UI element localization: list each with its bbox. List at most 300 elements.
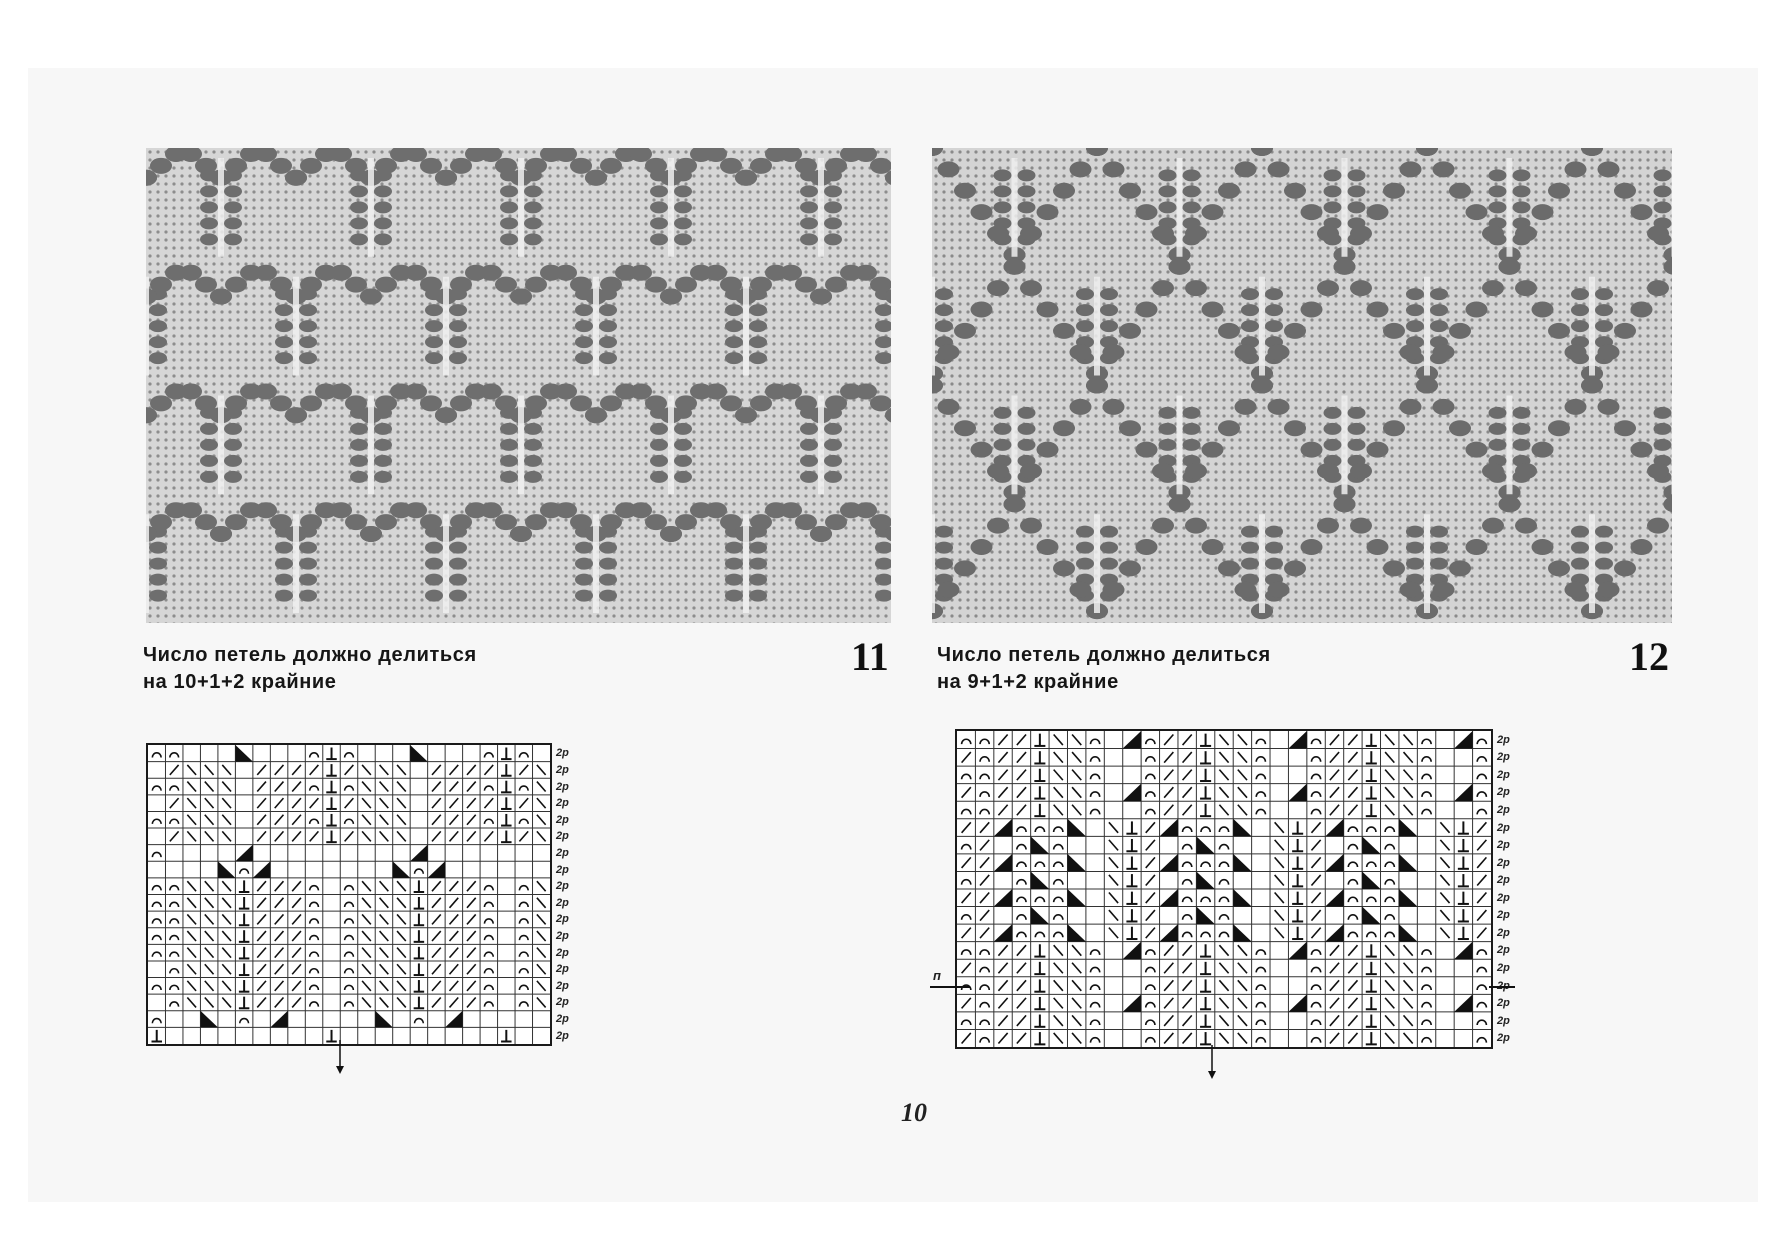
yarn-over-symbol xyxy=(980,739,989,744)
k2tog-symbol xyxy=(962,752,971,763)
lace-hole xyxy=(1367,539,1389,555)
lace-hole xyxy=(720,158,742,174)
lace-hole xyxy=(1489,439,1507,451)
k2tog-symbol xyxy=(345,765,354,775)
lace-hole xyxy=(405,265,427,281)
yarn-over-symbol xyxy=(1146,739,1155,744)
lace-hole xyxy=(1020,280,1042,296)
lace-hole xyxy=(1037,204,1059,220)
knitting-chart-11 xyxy=(146,743,552,1046)
ssk-symbol xyxy=(1440,822,1449,833)
lace-hole xyxy=(210,288,232,304)
lace-hole xyxy=(420,277,442,293)
lace-hole xyxy=(1159,423,1177,435)
yarn-over-symbol xyxy=(980,1038,989,1043)
k2tog-symbol xyxy=(1348,805,1357,816)
lace-hole xyxy=(225,277,247,293)
yarn-over-symbol xyxy=(1348,827,1357,832)
yarn-over-symbol xyxy=(170,886,179,891)
lace-hole xyxy=(1430,304,1448,316)
k2tog-symbol xyxy=(292,831,301,841)
lace-hole xyxy=(824,217,842,229)
lace-hole xyxy=(938,399,960,415)
lace-hole xyxy=(1489,185,1507,197)
yarn-over-symbol xyxy=(1219,827,1228,832)
ssk-symbol xyxy=(537,948,546,958)
lace-hole xyxy=(1334,496,1356,512)
k2tog-symbol xyxy=(432,898,441,908)
lace-hole xyxy=(270,277,292,293)
no-stitch-triangle xyxy=(1031,871,1049,889)
k2tog-symbol xyxy=(998,980,1007,991)
k2tog-symbol xyxy=(998,770,1007,781)
yarn-over-symbol xyxy=(345,886,354,891)
yarn-over-symbol xyxy=(1311,809,1320,814)
k2tog-symbol xyxy=(1348,752,1357,763)
k2tog-symbol xyxy=(998,1033,1007,1044)
k2tog-symbol xyxy=(1183,998,1192,1009)
lace-hole xyxy=(1100,288,1118,300)
lace-hole xyxy=(449,304,467,316)
lace-hole xyxy=(1406,304,1424,316)
lace-hole xyxy=(1581,378,1603,394)
ssk-symbol xyxy=(380,931,389,941)
lace-hole xyxy=(1614,183,1636,199)
lace-hole xyxy=(495,277,517,293)
lace-hole xyxy=(1241,558,1259,570)
yarn-over-symbol xyxy=(1256,1020,1265,1025)
ssk-symbol xyxy=(362,931,371,941)
lace-hole xyxy=(1406,320,1424,332)
yarn-over-symbol xyxy=(519,902,528,907)
k2tog-symbol xyxy=(450,931,459,941)
yarn-over-symbol xyxy=(1054,880,1063,885)
ssk-symbol xyxy=(222,782,231,792)
yarn-over-symbol xyxy=(1091,809,1100,814)
lace-hole xyxy=(1489,407,1507,419)
k2tog-symbol xyxy=(1311,875,1320,886)
lace-hole xyxy=(425,304,443,316)
k2tog-symbol xyxy=(467,997,476,1007)
lace-hole xyxy=(1076,542,1094,554)
lace-hole xyxy=(1185,226,1207,242)
lace-hole xyxy=(435,170,457,186)
lace-hole xyxy=(1159,407,1177,419)
lace-hole xyxy=(870,395,891,411)
lace-hole xyxy=(935,320,953,332)
lace-hole xyxy=(750,277,772,293)
ssk-symbol xyxy=(397,815,406,825)
lace-hole xyxy=(1268,161,1290,177)
ssk-symbol xyxy=(1109,840,1118,851)
lace-hole xyxy=(149,336,167,348)
k2tog-symbol xyxy=(467,964,476,974)
lace-hole xyxy=(650,185,668,197)
lace-hole xyxy=(705,265,727,281)
yarn-over-symbol xyxy=(1054,897,1063,902)
lace-hole xyxy=(725,558,743,570)
row-label: 2р xyxy=(556,963,569,976)
ssk-symbol xyxy=(362,831,371,841)
lace-hole xyxy=(1383,560,1405,576)
lace-hole xyxy=(725,542,743,554)
lace-hole xyxy=(674,217,692,229)
lace-hole xyxy=(1647,518,1669,534)
ssk-symbol xyxy=(1385,805,1394,816)
yarn-over-symbol xyxy=(1348,932,1357,937)
lace-hole xyxy=(149,590,167,602)
lace-hole xyxy=(1100,526,1118,538)
yarn-over-symbol xyxy=(310,786,319,791)
lace-hole xyxy=(749,542,767,554)
lace-hole xyxy=(224,455,242,467)
ssk-symbol xyxy=(187,831,196,841)
yarn-over-symbol xyxy=(962,915,971,920)
k2tog-symbol xyxy=(257,931,266,941)
lace-hole xyxy=(1324,423,1342,435)
yarn-over-symbol xyxy=(1201,827,1210,832)
lace-hole xyxy=(971,204,993,220)
k2tog-symbol xyxy=(292,881,301,891)
lace-hole xyxy=(1152,463,1174,479)
lace-hole xyxy=(1631,539,1653,555)
ssk-symbol xyxy=(1219,735,1228,746)
lace-hole xyxy=(599,558,617,570)
no-stitch-triangle xyxy=(235,845,252,862)
lace-hole xyxy=(275,336,293,348)
row-label: 2р xyxy=(1497,997,1510,1010)
lace-hole xyxy=(500,217,518,229)
lace-hole xyxy=(810,526,832,542)
ssk-symbol xyxy=(1054,770,1063,781)
lace-hole xyxy=(374,455,392,467)
lace-hole xyxy=(674,185,692,197)
k2tog-symbol xyxy=(450,964,459,974)
ssk-symbol xyxy=(380,765,389,775)
lace-hole xyxy=(300,277,322,293)
lace-hole xyxy=(938,344,960,360)
lace-hole xyxy=(575,558,593,570)
ssk-symbol xyxy=(1440,875,1449,886)
lace-hole xyxy=(1532,539,1554,555)
ssk-symbol xyxy=(380,914,389,924)
yarn-over-symbol xyxy=(1311,950,1320,955)
ssk-symbol xyxy=(1238,980,1247,991)
lace-hole xyxy=(1185,518,1207,534)
ssk-symbol xyxy=(222,765,231,775)
lace-hole xyxy=(1631,204,1653,220)
lace-hole xyxy=(500,201,518,213)
lace-hole xyxy=(350,201,368,213)
lace-hole xyxy=(1202,539,1224,555)
ssk-symbol xyxy=(1440,893,1449,904)
ssk-symbol xyxy=(187,898,196,908)
yarn-over-symbol xyxy=(1017,845,1026,850)
yarn-over-symbol xyxy=(980,985,989,990)
yarn-over-symbol xyxy=(980,1003,989,1008)
lace-hole xyxy=(1268,399,1290,415)
lace-hole xyxy=(1482,226,1504,242)
no-stitch-triangle xyxy=(1233,924,1251,942)
lace-hole xyxy=(299,336,317,348)
no-stitch-triangle xyxy=(1399,854,1417,872)
lace-hole xyxy=(1654,407,1672,419)
ssk-symbol xyxy=(1219,1033,1228,1044)
ssk-symbol xyxy=(380,831,389,841)
ssk-symbol xyxy=(1109,893,1118,904)
k2tog-symbol xyxy=(432,997,441,1007)
yarn-over-symbol xyxy=(1385,845,1394,850)
k2tog-symbol xyxy=(519,831,528,841)
ssk-symbol xyxy=(537,981,546,991)
k2tog-symbol xyxy=(980,928,989,939)
lace-hole xyxy=(855,502,877,518)
ssk-symbol xyxy=(222,798,231,808)
lace-hole xyxy=(450,514,472,530)
ssk-symbol xyxy=(1404,963,1413,974)
yarn-over-symbol xyxy=(240,1019,249,1024)
ssk-symbol xyxy=(205,997,214,1007)
ssk-symbol xyxy=(1275,893,1284,904)
lace-hole xyxy=(150,395,172,411)
yarn-over-symbol xyxy=(152,919,161,924)
yarn-over-symbol xyxy=(1422,950,1431,955)
lace-hole xyxy=(1317,226,1339,242)
lace-hole xyxy=(510,526,532,542)
lace-hole xyxy=(524,233,542,245)
k2tog-symbol xyxy=(1146,857,1155,868)
lace-hole xyxy=(224,471,242,483)
lace-hole xyxy=(200,423,218,435)
lace-hole xyxy=(1076,558,1094,570)
k2tog-symbol xyxy=(962,857,971,868)
row-label: 2р xyxy=(556,1029,569,1042)
lace-hole xyxy=(405,502,427,518)
lace-hole xyxy=(1018,407,1036,419)
lace-hole xyxy=(375,277,397,293)
lace-hole xyxy=(725,590,743,602)
lace-hole xyxy=(1515,280,1537,296)
k2tog-symbol xyxy=(1164,752,1173,763)
lace-hole xyxy=(300,158,322,174)
lace-hole xyxy=(299,558,317,570)
k2tog-symbol xyxy=(1311,893,1320,904)
k2tog-symbol xyxy=(1311,840,1320,851)
lace-hole xyxy=(1265,526,1283,538)
row-label: 2р xyxy=(556,1013,569,1026)
lace-hole xyxy=(1532,442,1554,458)
lace-hole xyxy=(425,542,443,554)
k2tog-symbol xyxy=(1183,752,1192,763)
yarn-over-symbol xyxy=(962,774,971,779)
yarn-over-symbol xyxy=(1054,845,1063,850)
k2tog-symbol xyxy=(980,857,989,868)
k2tog-symbol xyxy=(1164,945,1173,956)
lace-hole xyxy=(674,439,692,451)
lace-hole xyxy=(825,395,847,411)
k2tog-symbol xyxy=(1017,1015,1026,1026)
row-label: 2р xyxy=(1497,839,1510,852)
k2tog-symbol xyxy=(1311,857,1320,868)
k2tog-symbol xyxy=(432,782,441,792)
caption-line-2: на 10+1+2 крайние xyxy=(143,671,337,693)
ssk-symbol xyxy=(397,798,406,808)
k2tog-symbol xyxy=(1477,928,1486,939)
k2tog-symbol xyxy=(310,798,319,808)
yarn-over-symbol xyxy=(1477,967,1486,972)
lace-hole xyxy=(987,226,1009,242)
lace-hole xyxy=(1565,582,1587,598)
k2tog-symbol xyxy=(1164,787,1173,798)
k2tog-symbol xyxy=(467,798,476,808)
ssk-symbol xyxy=(1109,928,1118,939)
ssk-symbol xyxy=(1072,1015,1081,1026)
yarn-over-symbol xyxy=(1422,1020,1431,1025)
yarn-over-symbol xyxy=(1311,967,1320,972)
lace-hole xyxy=(650,201,668,213)
lace-hole xyxy=(1654,439,1672,451)
pattern-number-12: 12 xyxy=(1629,634,1669,679)
k2tog-symbol xyxy=(432,765,441,775)
lace-hole xyxy=(555,502,577,518)
lace-hole xyxy=(500,439,518,451)
k2tog-symbol xyxy=(1017,735,1026,746)
lace-hole xyxy=(275,590,293,602)
lace-hole xyxy=(800,201,818,213)
lace-hole xyxy=(1513,423,1531,435)
k2tog-symbol xyxy=(1311,822,1320,833)
lace-hole xyxy=(495,158,517,174)
lace-hole xyxy=(1301,539,1323,555)
lace-hole xyxy=(1159,201,1177,213)
yarn-over-symbol xyxy=(170,985,179,990)
lace-hole xyxy=(1070,344,1092,360)
lace-hole xyxy=(824,185,842,197)
ssk-symbol xyxy=(187,765,196,775)
lace-hole xyxy=(1076,320,1094,332)
ssk-symbol xyxy=(1072,963,1081,974)
lace-hole xyxy=(800,217,818,229)
ssk-symbol xyxy=(1219,998,1228,1009)
yarn-over-symbol xyxy=(1385,827,1394,832)
lace-hole xyxy=(1020,518,1042,534)
lace-hole xyxy=(795,277,817,293)
k2tog-symbol xyxy=(1017,787,1026,798)
lace-hole xyxy=(1598,344,1620,360)
lace-hole xyxy=(749,352,767,364)
k2tog-symbol xyxy=(1183,945,1192,956)
ssk-symbol xyxy=(1275,875,1284,886)
lace-hole xyxy=(524,455,542,467)
no-stitch-triangle xyxy=(1123,994,1141,1012)
yarn-over-symbol xyxy=(1183,915,1192,920)
lace-hole xyxy=(725,304,743,316)
lace-hole xyxy=(1020,463,1042,479)
yarn-over-symbol xyxy=(519,786,528,791)
lace-hole xyxy=(200,217,218,229)
k2tog-symbol xyxy=(484,765,493,775)
k2tog-symbol xyxy=(1183,963,1192,974)
lace-hole xyxy=(200,233,218,245)
ssk-symbol xyxy=(1275,822,1284,833)
no-stitch-triangle xyxy=(1067,819,1085,837)
lace-hole xyxy=(345,395,367,411)
lace-hole xyxy=(1515,518,1537,534)
yarn-over-symbol xyxy=(152,753,161,758)
yarn-over-symbol xyxy=(1422,792,1431,797)
yarn-over-symbol xyxy=(1422,985,1431,990)
lace-hole xyxy=(994,407,1012,419)
ssk-symbol xyxy=(1385,770,1394,781)
lace-hole xyxy=(800,471,818,483)
lace-hole xyxy=(1595,558,1613,570)
lace-hole xyxy=(555,265,577,281)
ssk-symbol xyxy=(380,881,389,891)
ssk-symbol xyxy=(362,815,371,825)
no-stitch-triangle xyxy=(200,1011,217,1028)
ssk-symbol xyxy=(1054,752,1063,763)
ssk-symbol xyxy=(380,997,389,1007)
lace-hole xyxy=(555,383,577,399)
yarn-over-symbol xyxy=(1035,827,1044,832)
ssk-symbol xyxy=(1054,945,1063,956)
k2tog-symbol xyxy=(432,964,441,974)
lace-hole xyxy=(780,265,802,281)
no-stitch-triangle xyxy=(1454,994,1472,1012)
lace-hole xyxy=(1367,442,1389,458)
ssk-symbol xyxy=(1072,787,1081,798)
lace-hole xyxy=(350,233,368,245)
k2tog-symbol xyxy=(962,998,971,1009)
lace-hole xyxy=(645,158,667,174)
lace-hole xyxy=(1400,582,1422,598)
lace-hole xyxy=(524,217,542,229)
lace-hole xyxy=(1037,302,1059,318)
lace-hole xyxy=(855,383,877,399)
lace-hole xyxy=(510,288,532,304)
ssk-symbol xyxy=(187,948,196,958)
k2tog-symbol xyxy=(1330,998,1339,1009)
ssk-symbol xyxy=(1404,980,1413,991)
ssk-symbol xyxy=(1404,1033,1413,1044)
no-stitch-triangle xyxy=(1454,942,1472,960)
k2tog-symbol xyxy=(1348,945,1357,956)
lace-hole xyxy=(1348,169,1366,181)
k2tog-symbol xyxy=(1164,805,1173,816)
lace-hole xyxy=(725,320,743,332)
k2tog-symbol xyxy=(1348,770,1357,781)
lace-hole xyxy=(374,423,392,435)
k2tog-symbol xyxy=(257,997,266,1007)
lace-hole xyxy=(330,502,352,518)
lace-hole xyxy=(449,336,467,348)
yarn-over-symbol xyxy=(1146,809,1155,814)
lace-hole xyxy=(299,304,317,316)
yarn-over-symbol xyxy=(980,757,989,762)
lace-hole xyxy=(500,185,518,197)
yarn-over-symbol xyxy=(519,952,528,957)
lace-hole xyxy=(1202,204,1224,220)
lace-hole xyxy=(375,514,397,530)
lace-hole xyxy=(524,471,542,483)
caption-line-1: Число петель должно делиться xyxy=(143,644,477,666)
k2tog-symbol xyxy=(1017,980,1026,991)
lace-hole xyxy=(825,514,847,530)
lace-hole xyxy=(1571,288,1589,300)
ssk-symbol xyxy=(362,948,371,958)
k2tog-symbol xyxy=(998,787,1007,798)
lace-hole xyxy=(1136,302,1158,318)
